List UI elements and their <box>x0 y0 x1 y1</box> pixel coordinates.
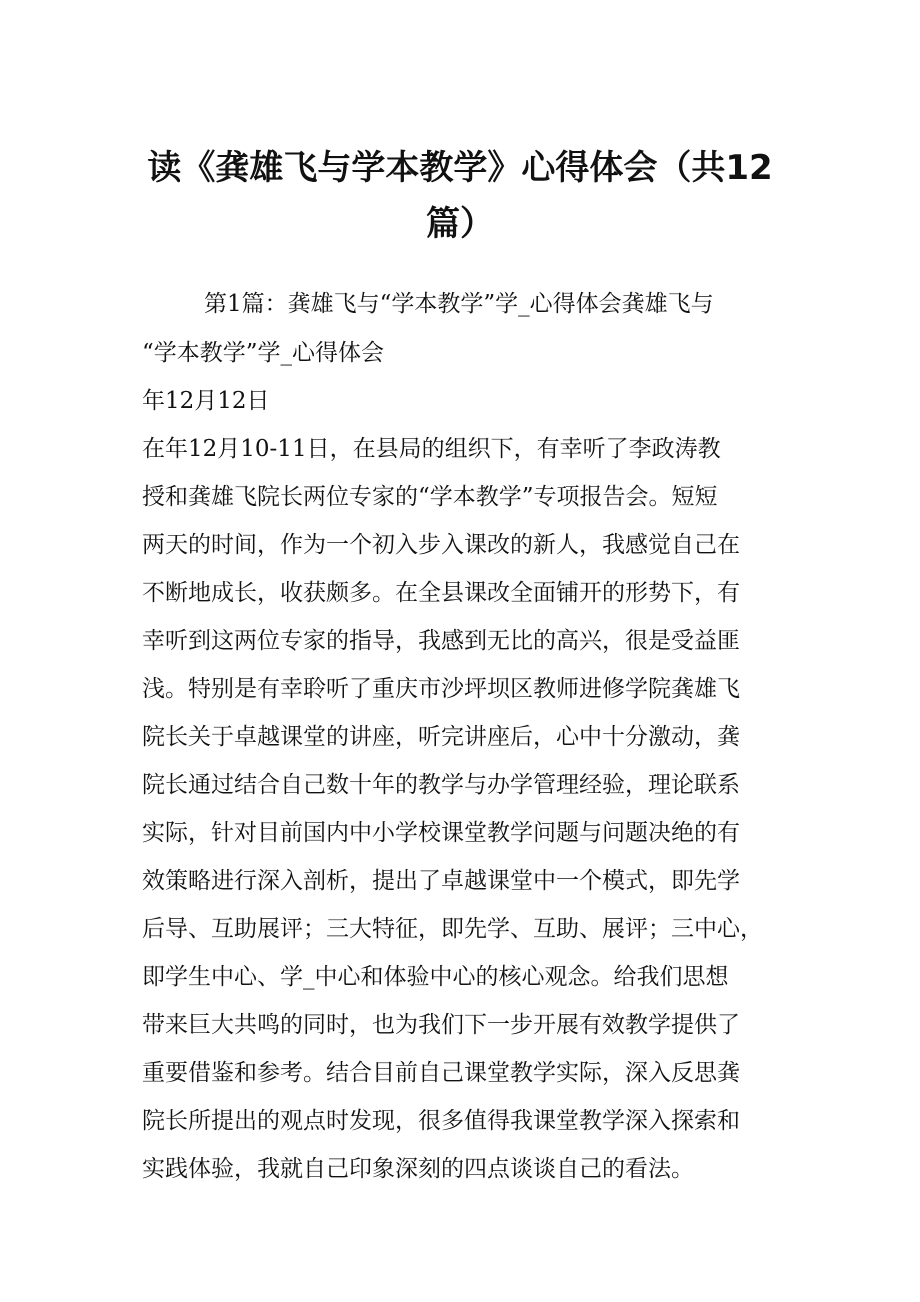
body-line-13: 带来巨大共鸣的同时，也为我们下一步开展有效教学提供了 <box>142 1012 740 1038</box>
document-title-line-2: 篇） <box>426 204 494 244</box>
body-line-4: 不断地成长，收获颇多。在全县课改全面铺开的形势下，有 <box>142 580 740 606</box>
body-line-3: 两天的时间，作为一个初入步入课改的新人，我感觉自己在 <box>142 532 740 558</box>
body-line-5: 幸听到这两位专家的指导，我感到无比的高兴，很是受益匪 <box>142 628 740 654</box>
subheading-line-2: “学本教学”学_心得体会 <box>142 340 385 366</box>
body-line-9: 实际，针对目前国内中小学校课堂教学问题与问题决绝的有 <box>142 820 740 846</box>
body-line-11: 后导、互助展评；三大特征，即先学、互助、展评；三中心， <box>142 916 763 942</box>
body-line-16: 实践体验，我就自己印象深刻的四点谈谈自己的看法。 <box>142 1156 694 1182</box>
body-line-2: 授和龚雄飞院长两位专家的“学本教学”专项报告会。短短 <box>142 484 718 510</box>
body-line-15: 院长所提出的观点时发现，很多值得我课堂教学深入探索和 <box>142 1108 740 1134</box>
body-line-8: 院长通过结合自己数十年的教学与办学管理经验，理论联系 <box>142 772 740 798</box>
subheading-line-1: 第1篇：龚雄飞与“学本教学”学_心得体会龚雄飞与 <box>204 291 714 317</box>
body-line-12: 即学生中心、学_中心和体验中心的核心观念。给我们思想 <box>142 964 729 990</box>
body-line-1: 在年12月10-11日，在县局的组织下，有幸听了李政涛教 <box>142 436 721 462</box>
date-line: 年12月12日 <box>142 388 270 414</box>
body-line-7: 院长关于卓越课堂的讲座，听完讲座后，心中十分激动，龚 <box>142 724 740 750</box>
document-title-line-1: 读《龚雄飞与学本教学》心得体会（共12 <box>147 148 773 188</box>
body-line-10: 效策略进行深入剖析，提出了卓越课堂中一个模式，即先学 <box>142 868 740 894</box>
body-line-14: 重要借鉴和参考。结合目前自己课堂教学实际，深入反思龚 <box>142 1060 740 1086</box>
body-line-6: 浅。特别是有幸聆听了重庆市沙坪坝区教师进修学院龚雄飞 <box>142 676 740 702</box>
